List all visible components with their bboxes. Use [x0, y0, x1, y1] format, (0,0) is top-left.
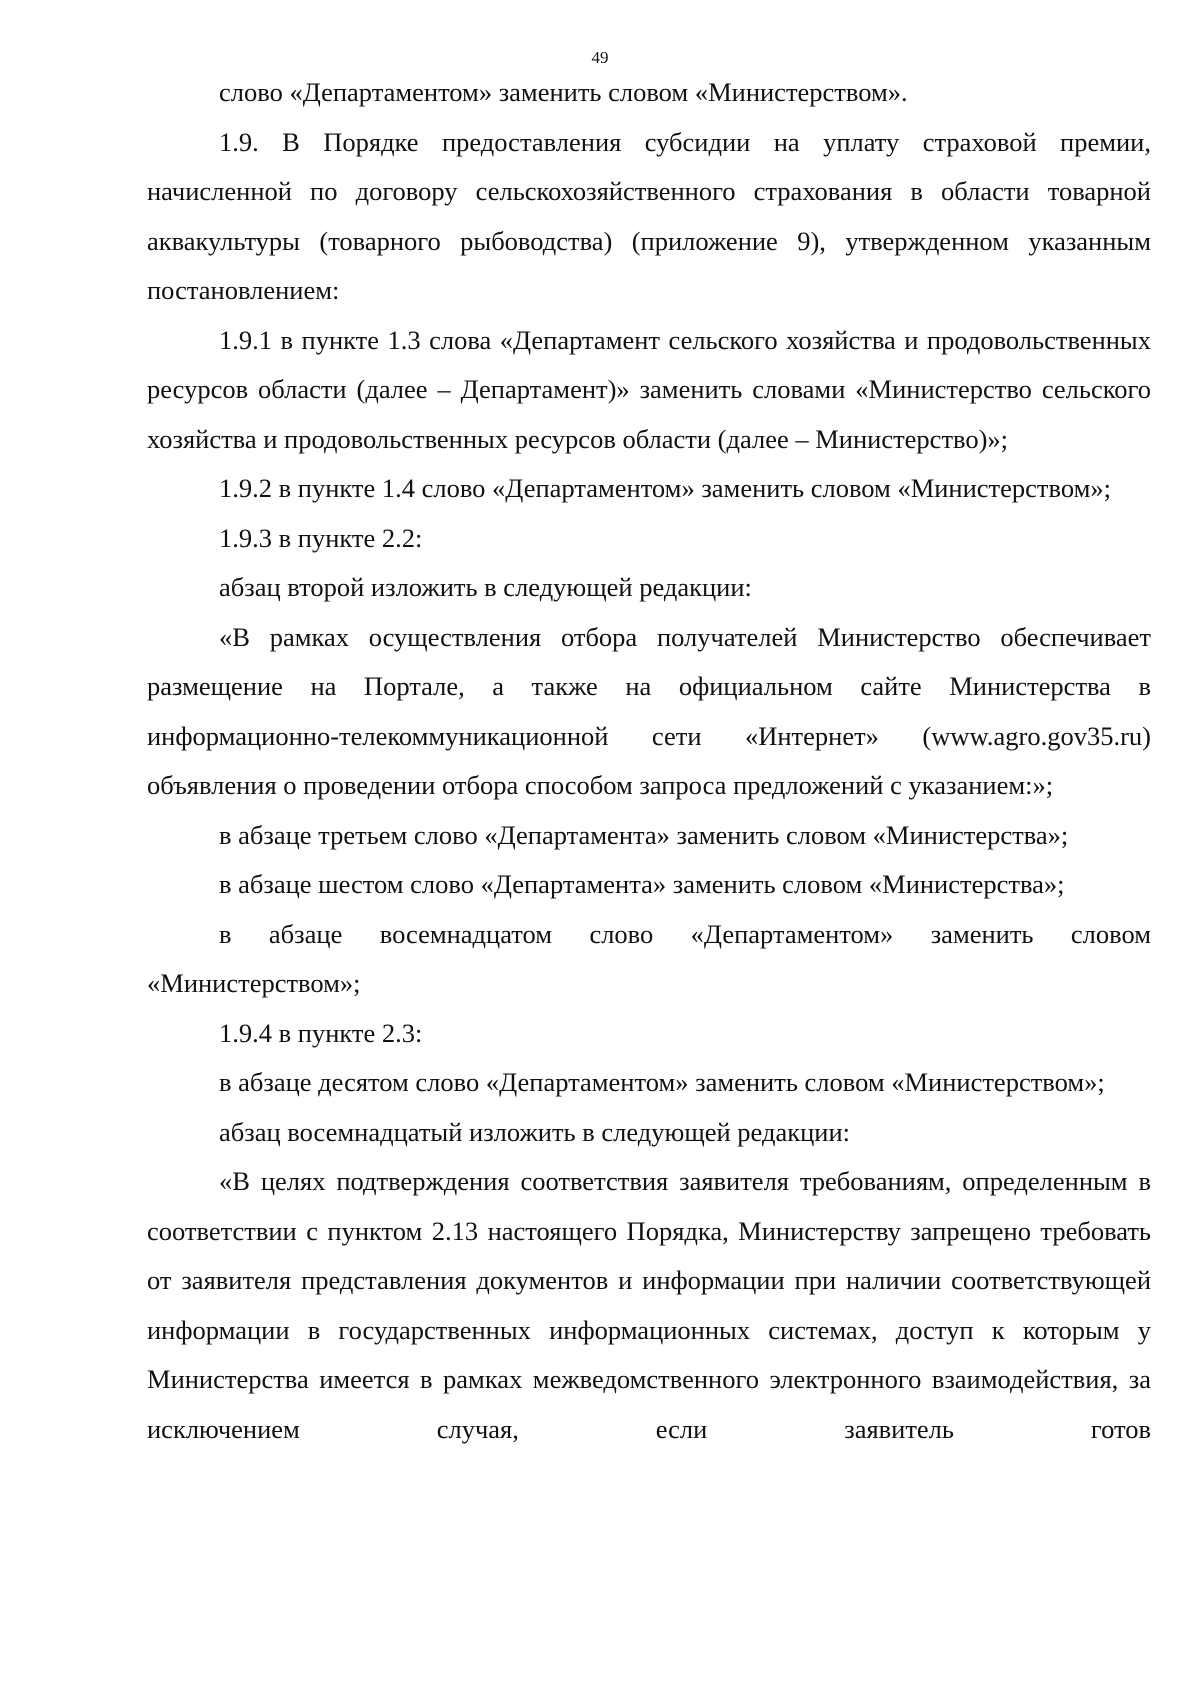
document-body [147, 68, 1151, 1454]
paragraph: 1.9.4 в пункте 2.3: [219, 1017, 423, 1048]
paragraph: абзац второй изложить в следующей редакции: [219, 572, 752, 602]
page-number: 49 [591, 48, 609, 67]
paragraph: 1.9.2 в пункте 1.4 слово «Департаментом» заменить словом «Министерством»; [219, 473, 1111, 503]
paragraph: абзац восемнадцатый изложить в следующей редакции: [219, 1116, 850, 1147]
paragraph: в абзаце третьем слово «Департамента» заменить словом «Министерства»; [219, 819, 1069, 850]
paragraph: в абзаце восемнадцатом слово «Департаментом» заменить словом «Министерством»; [147, 918, 1151, 998]
paragraph: 1.9. В Порядке предоставления субсидии на уплату страховой премии, начисленной по договору сельскохозяйственного страхования в области товарной аквакультуры (товарного рыбоводства) (приложение 9), утвержденном указанным постановлением: [147, 126, 1151, 305]
paragraph: «В рамках осуществления отбора получателей Министерство обеспечивает размещение на Портале, а также на официальном сайте Министерства в информационно-телекоммуникационной сети «Интернет» (www.agro.gov35.ru) объявления о проведении отбора способом запроса предложений с указанием:»; [147, 621, 1151, 800]
paragraph: 1.9.1 в пункте 1.3 слова «Департамент сельского хозяйства и продовольственных ресурсов области (далее – Департамент)» заменить словами «Министерство сельского хозяйства и продовольственных ресурсов области (далее – Министерство)»; [147, 324, 1151, 454]
paragraph: в абзаце шестом слово «Департамента» заменить словом «Министерства»; [219, 869, 1065, 899]
paragraph: в абзаце десятом слово «Департаментом» заменить словом «Министерством»; [219, 1067, 1105, 1097]
paragraph: 1.9.3 в пункте 2.2: [219, 522, 423, 553]
paragraph: «В целях подтверждения соответствия заявителя требованиям, определенным в соответствии с пунктом 2.13 настоящего Порядка, Министерству запрещено требовать от заявителя представления документов и информации при наличии соответствующей информации в государственных информационных системах, доступ к которым у Министерства имеется в рамках межведомственного электронного взаимодействия, за исключением случая, если заявитель готов [147, 1166, 1151, 1444]
paragraph: слово «Департаментом» заменить словом «Министерством». [219, 77, 908, 107]
